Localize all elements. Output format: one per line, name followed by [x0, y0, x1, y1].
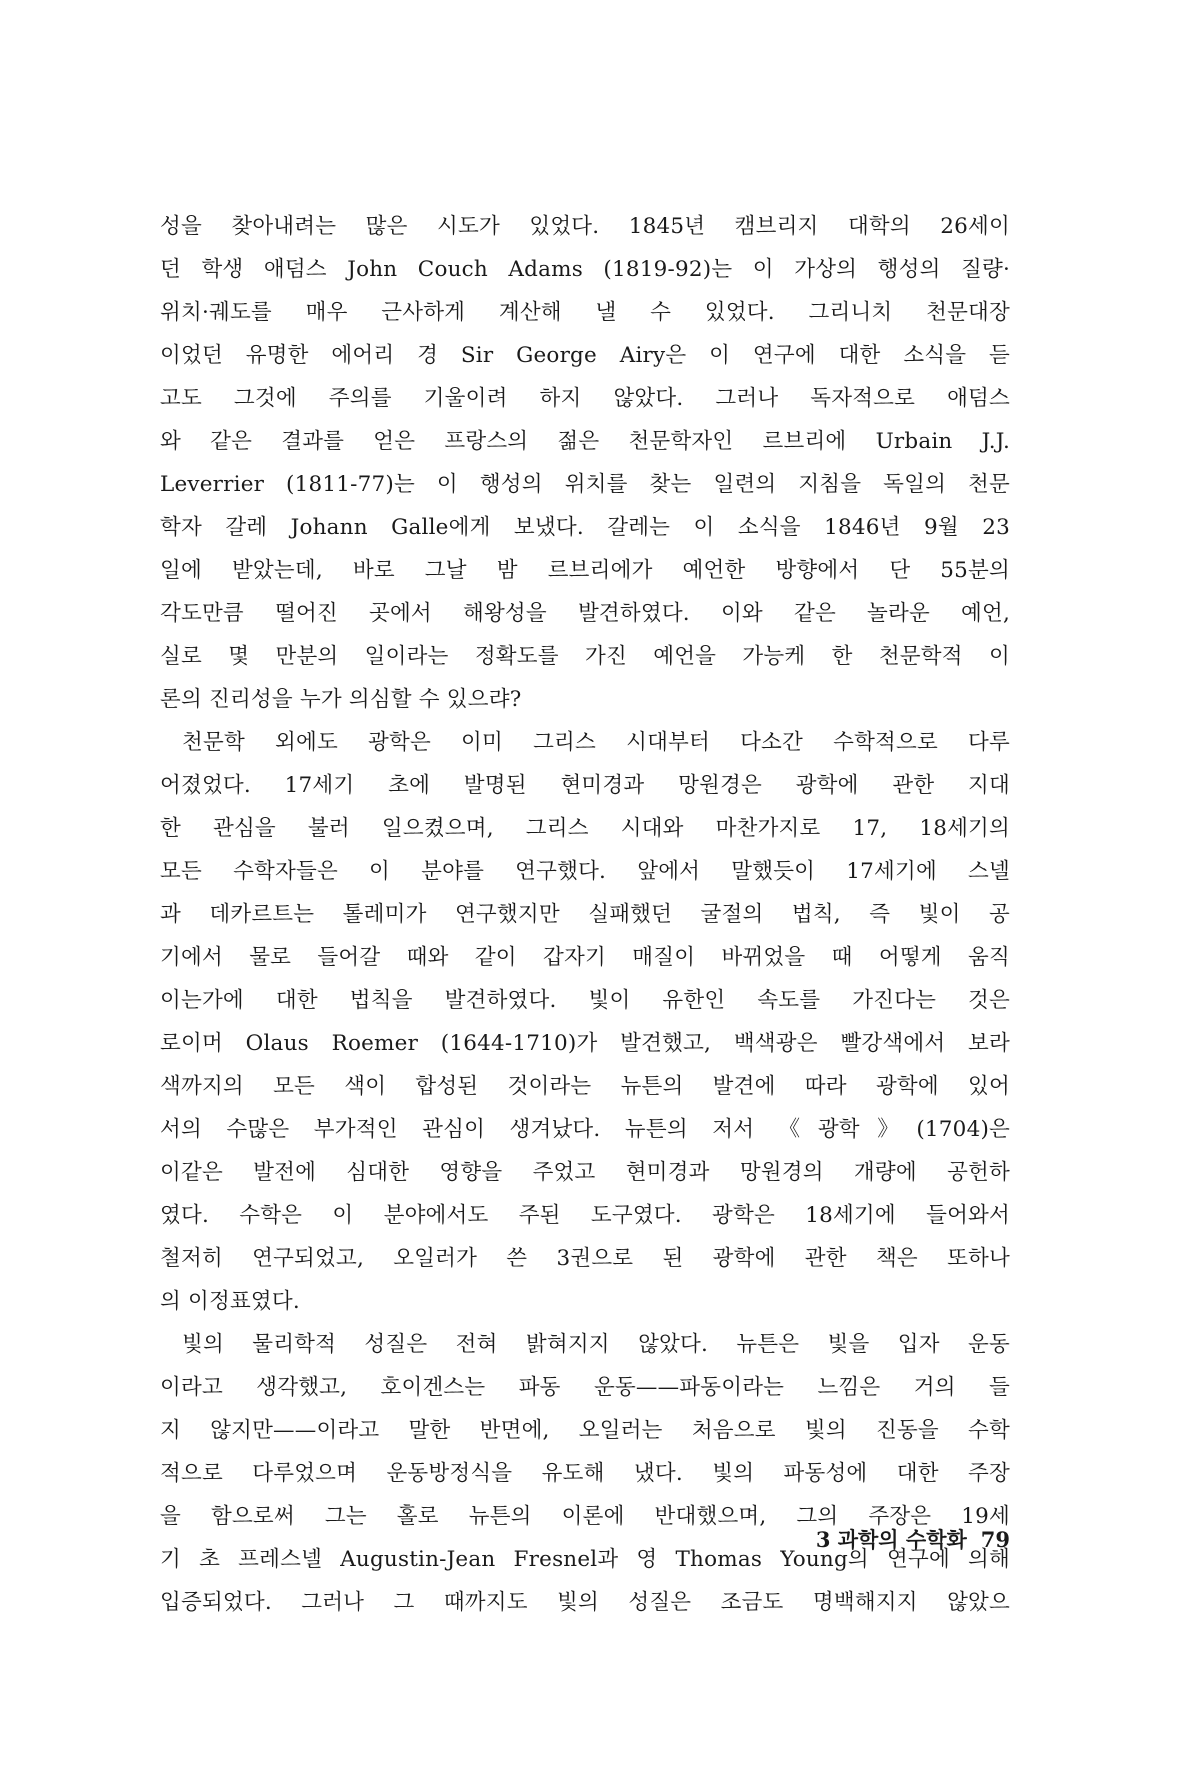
text-line: 어졌었다. 17세기 초에 발명된 현미경과 망원경은 광학에 관한 지대 — [160, 773, 1010, 798]
text-line: 지 않지만——이라고 말한 반면에, 오일러는 처음으로 빛의 진동을 수학 — [160, 1418, 1010, 1443]
text-line: 기 초 프레스넬 Augustin-Jean Fresnel과 영 Thomas Young의 연구에 의해 — [160, 1547, 1010, 1572]
text-line: 각도만큼 떨어진 곳에서 해왕성을 발견하였다. 이와 같은 놀라운 예언, — [160, 601, 1010, 626]
text-line: 적으로 다루었으며 운동방정식을 유도해 냈다. 빛의 파동성에 대한 주장 — [160, 1461, 1010, 1486]
text-line: 학자 갈레 Johann Galle에게 보냈다. 갈레는 이 소식을 1846년 9월 23 — [160, 515, 1010, 540]
text-line: 의 이정표였다. — [160, 1289, 300, 1314]
text-line: 일에 받았는데, 바로 그날 밤 르브리에가 예언한 방향에서 단 55분의 — [160, 558, 1010, 583]
page-body — [160, 205, 1010, 1624]
page-footer — [745, 1520, 1010, 1560]
text-line: 론의 진리성을 누가 의심할 수 있으랴? — [160, 687, 522, 712]
text-line: 던 학생 애덤스 John Couch Adams (1819-92)는 이 가상의 행성의 질량· — [160, 257, 1010, 282]
text-line: 한 관심을 불러 일으켰으며, 그리스 시대와 마찬가지로 17, 18세기의 — [160, 816, 1010, 841]
text-line: 이라고 생각했고, 호이겐스는 파동 운동——파동이라는 느낌은 거의 들 — [160, 1375, 1010, 1400]
text-line: 천문학 외에도 광학은 이미 그리스 시대부터 다소간 수학적으로 다루 — [182, 730, 1010, 755]
text-line: Leverrier (1811-77)는 이 행성의 위치를 찾는 일련의 지침을 독일의 천문 — [160, 472, 1010, 497]
text-line: 이는가에 대한 법칙을 발견하였다. 빛이 유한인 속도를 가진다는 것은 — [160, 988, 1010, 1013]
text-line: 와 같은 결과를 얻은 프랑스의 젊은 천문학자인 르브리에 Urbain J.J. — [160, 429, 1010, 454]
text-line: 이었던 유명한 에어리 경 Sir George Airy은 이 연구에 대한 소식을 듣 — [160, 343, 1010, 368]
text-line: 빛의 물리학적 성질은 전혀 밝혀지지 않았다. 뉴튼은 빛을 입자 운동 — [182, 1332, 1010, 1357]
text-line: 을 함으로써 그는 홀로 뉴튼의 이론에 반대했으며, 그의 주장은 19세 — [160, 1504, 1010, 1529]
text-line: 위치·궤도를 매우 근사하게 계산해 낼 수 있었다. 그리니치 천문대장 — [160, 300, 1010, 325]
running-footer-chapter: 3 과학의 수학화 — [815, 1527, 967, 1552]
text-line: 고도 그것에 주의를 기울이려 하지 않았다. 그러나 독자적으로 애덤스 — [160, 386, 1010, 411]
text-line: 서의 수많은 부가적인 관심이 생겨났다. 뉴튼의 저서 《광학》(1704)은 — [160, 1117, 1010, 1142]
text-line: 로이머 Olaus Roemer (1644-1710)가 발견했고, 백색광은 빨강색에서 보라 — [160, 1031, 1010, 1056]
text-line: 였다. 수학은 이 분야에서도 주된 도구였다. 광학은 18세기에 들어와서 — [160, 1203, 1010, 1228]
text-line: 모든 수학자들은 이 분야를 연구했다. 앞에서 말했듯이 17세기에 스넬 — [160, 859, 1010, 884]
text-line: 입증되었다. 그러나 그 때까지도 빛의 성질은 조금도 명백해지지 않았으 — [160, 1590, 1010, 1615]
text-line: 기에서 물로 들어갈 때와 같이 갑자기 매질이 바뀌었을 때 어떻게 움직 — [160, 945, 1010, 970]
page-number: 79 — [980, 1527, 1010, 1552]
text-line: 색까지의 모든 색이 합성된 것이라는 뉴튼의 발견에 따라 광학에 있어 — [160, 1074, 1010, 1099]
text-line: 철저히 연구되었고, 오일러가 쓴 3권으로 된 광학에 관한 책은 또하나 — [160, 1246, 1010, 1271]
text-line: 실로 몇 만분의 일이라는 정확도를 가진 예언을 가능케 한 천문학적 이 — [160, 644, 1010, 669]
text-line: 성을 찾아내려는 많은 시도가 있었다. 1845년 캠브리지 대학의 26세이 — [160, 214, 1010, 239]
text-line: 이같은 발전에 심대한 영향을 주었고 현미경과 망원경의 개량에 공헌하 — [160, 1160, 1010, 1185]
text-line: 과 데카르트는 톨레미가 연구했지만 실패했던 굴절의 법칙, 즉 빛이 공 — [160, 902, 1010, 927]
